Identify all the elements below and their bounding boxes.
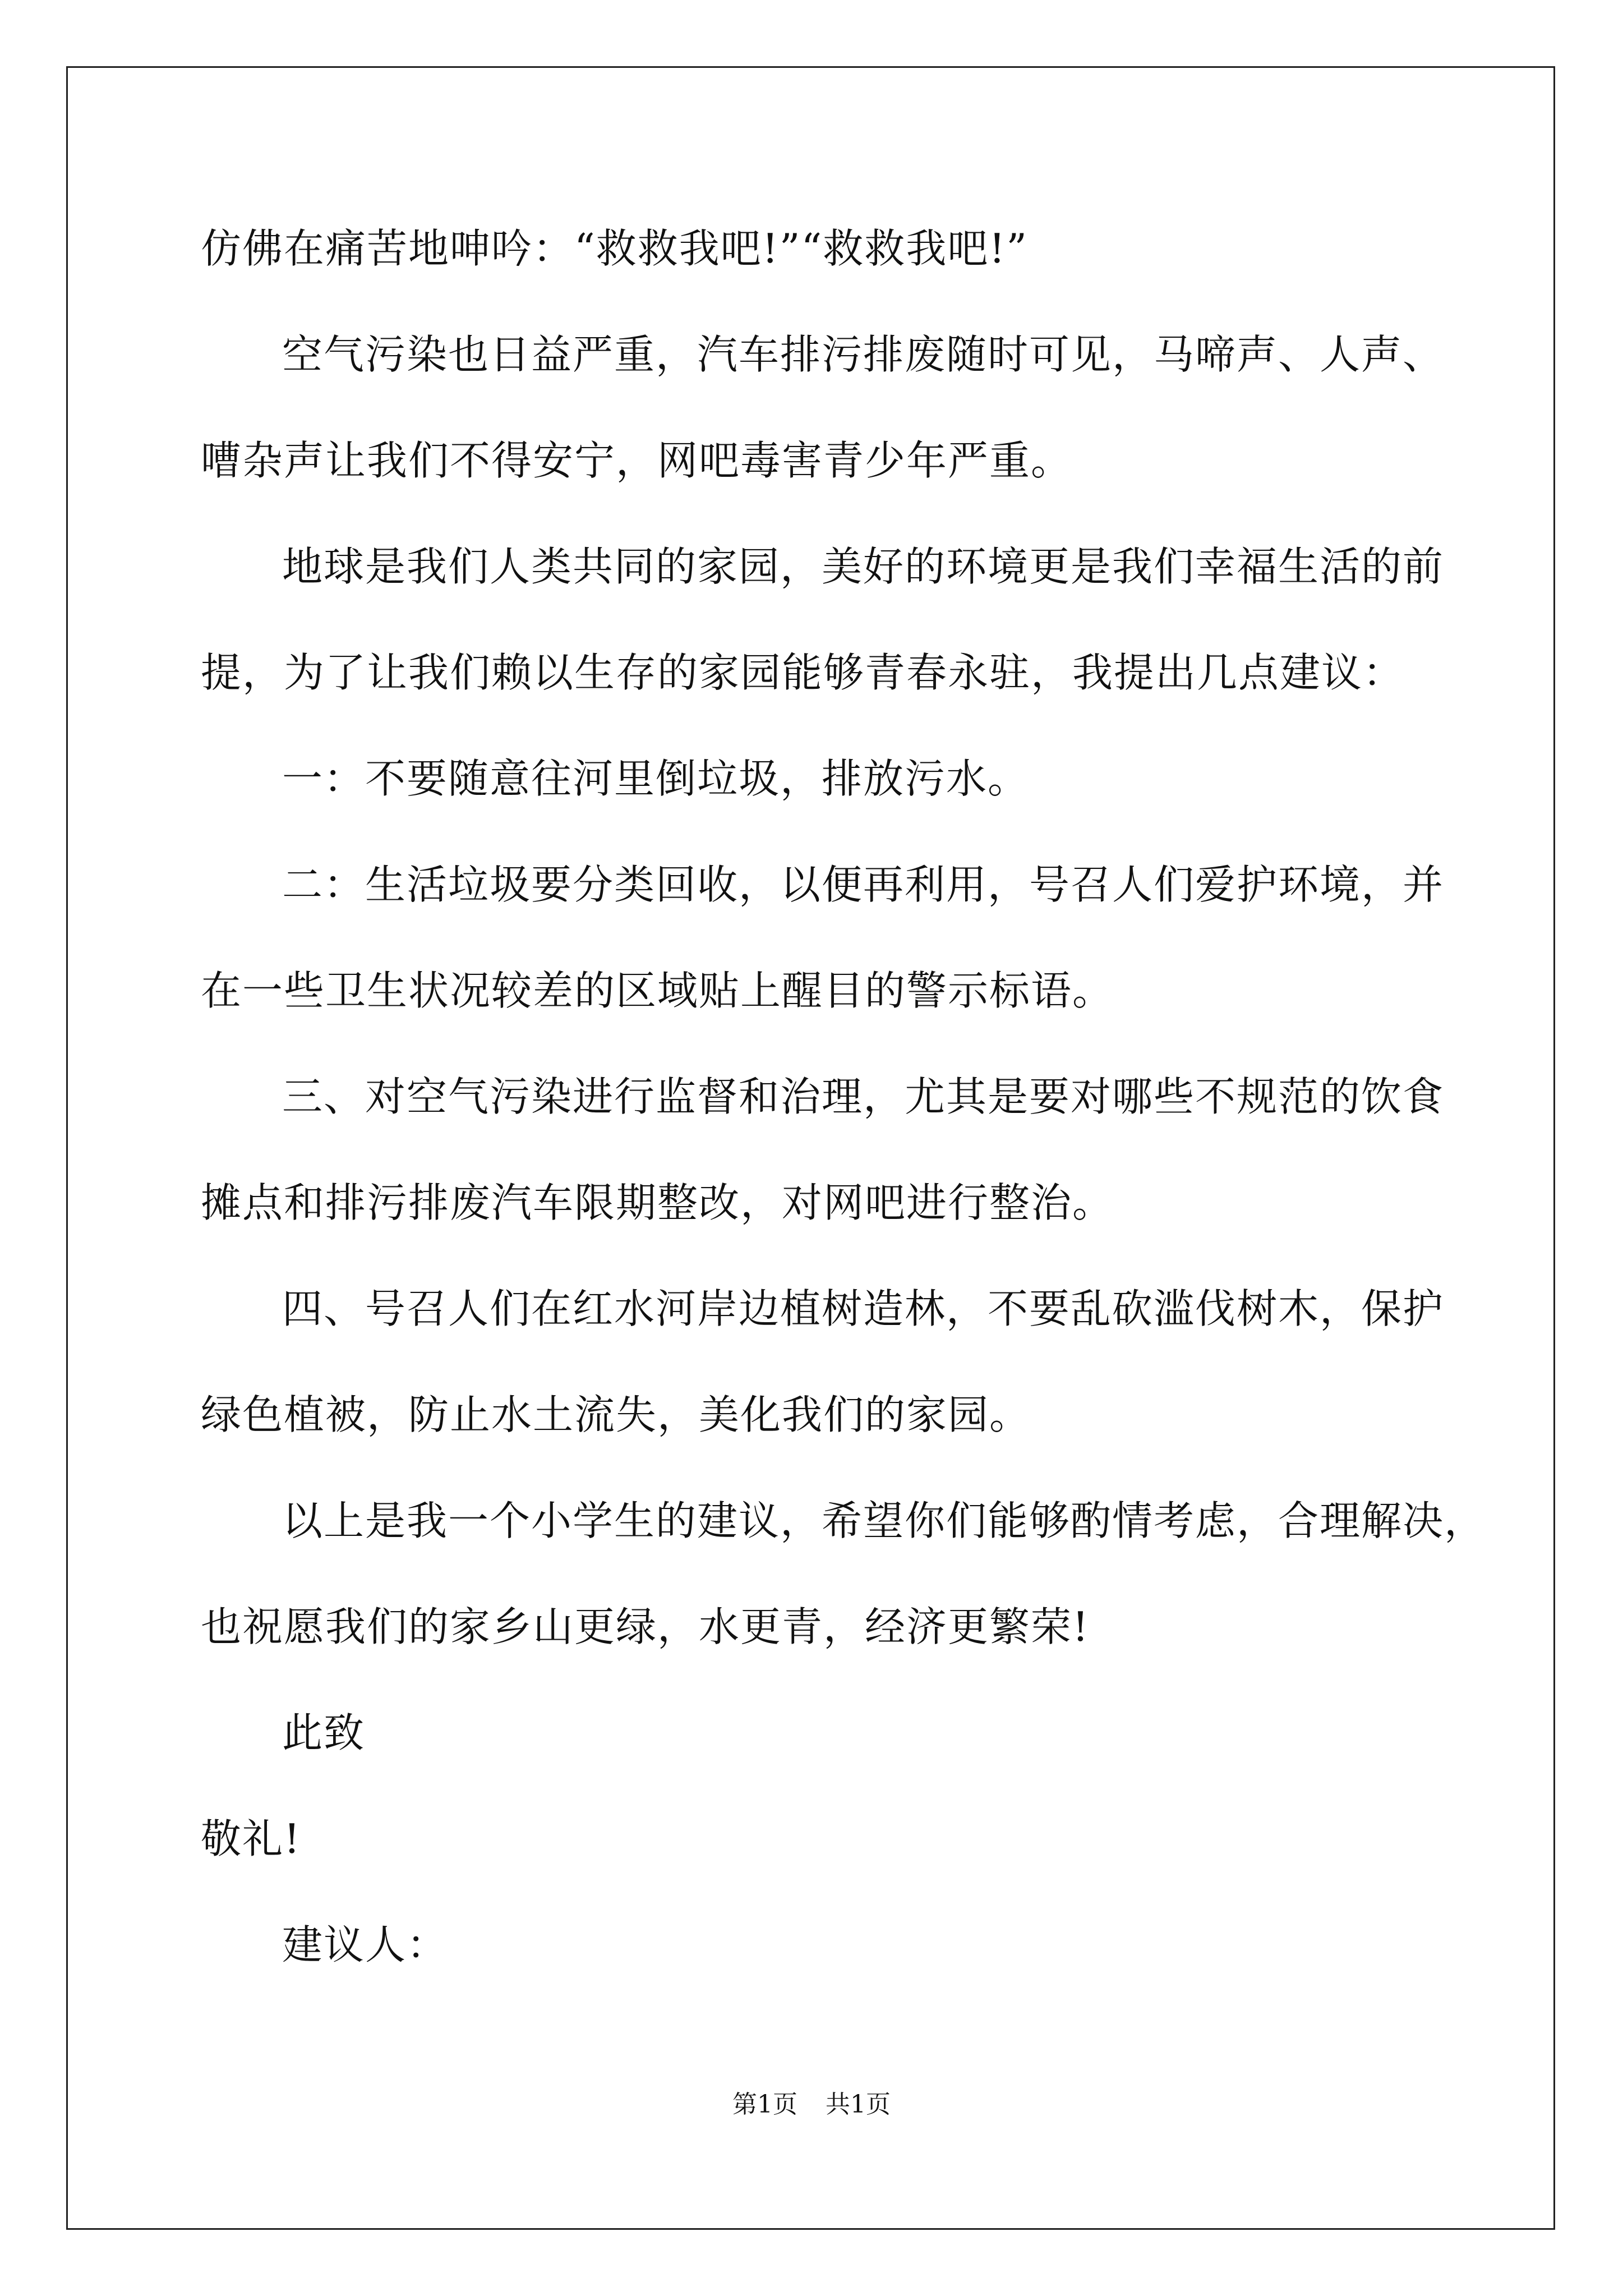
page-number: 第1页	[732, 2090, 797, 2119]
text-line: 地球是我们人类共同的家园，美好的环境更是我们幸福生活的前	[282, 543, 1445, 590]
text-line: 以上是我一个小学生的建议，希望你们能够酌情考虑，合理解决，	[282, 1497, 1486, 1544]
text-line: 摊点和排污排废汽车限期整改，对网吧进行整治。	[201, 1179, 1114, 1226]
text-line: 空气污染也日益严重，汽车排污排废随时可见，马啼声、人声、	[282, 331, 1445, 378]
text-line: 嘈杂声让我们不得安宁，网吧毒害青少年严重。	[201, 437, 1073, 484]
text-line: 仿佛在痛苦地呻吟：“救救我吧!”“救救我吧!”	[201, 225, 1029, 272]
closing-salutation: 此致	[282, 1709, 366, 1756]
signature-label: 建议人：	[282, 1921, 449, 1968]
page-total: 共1页	[826, 2090, 891, 2119]
text-line: 在一些卫生状况较差的区域贴上醒目的警示标语。	[201, 967, 1114, 1014]
text-line: 一：不要随意往河里倒垃圾，排放污水。	[282, 755, 1030, 802]
text-line: 提，为了让我们赖以生存的家园能够青春永驻，我提出几点建议：	[201, 649, 1405, 696]
letter-body	[201, 218, 1485, 2020]
text-line: 三、对空气污染进行监督和治理，尤其是要对哪些不规范的饮食	[282, 1073, 1445, 1120]
text-line: 二：生活垃圾要分类回收，以便再利用，号召人们爱护环境，并	[282, 861, 1445, 908]
page-footer	[0, 2088, 1623, 2122]
text-line: 四、号召人们在红水河岸边植树造林，不要乱砍滥伐树木，保护	[282, 1285, 1445, 1332]
text-line: 也祝愿我们的家乡山更绿，水更青，经济更繁荣!	[201, 1603, 1090, 1650]
text-line: 绿色植被，防止水土流失，美化我们的家园。	[201, 1391, 1031, 1438]
closing-regards: 敬礼!	[201, 1815, 301, 1862]
